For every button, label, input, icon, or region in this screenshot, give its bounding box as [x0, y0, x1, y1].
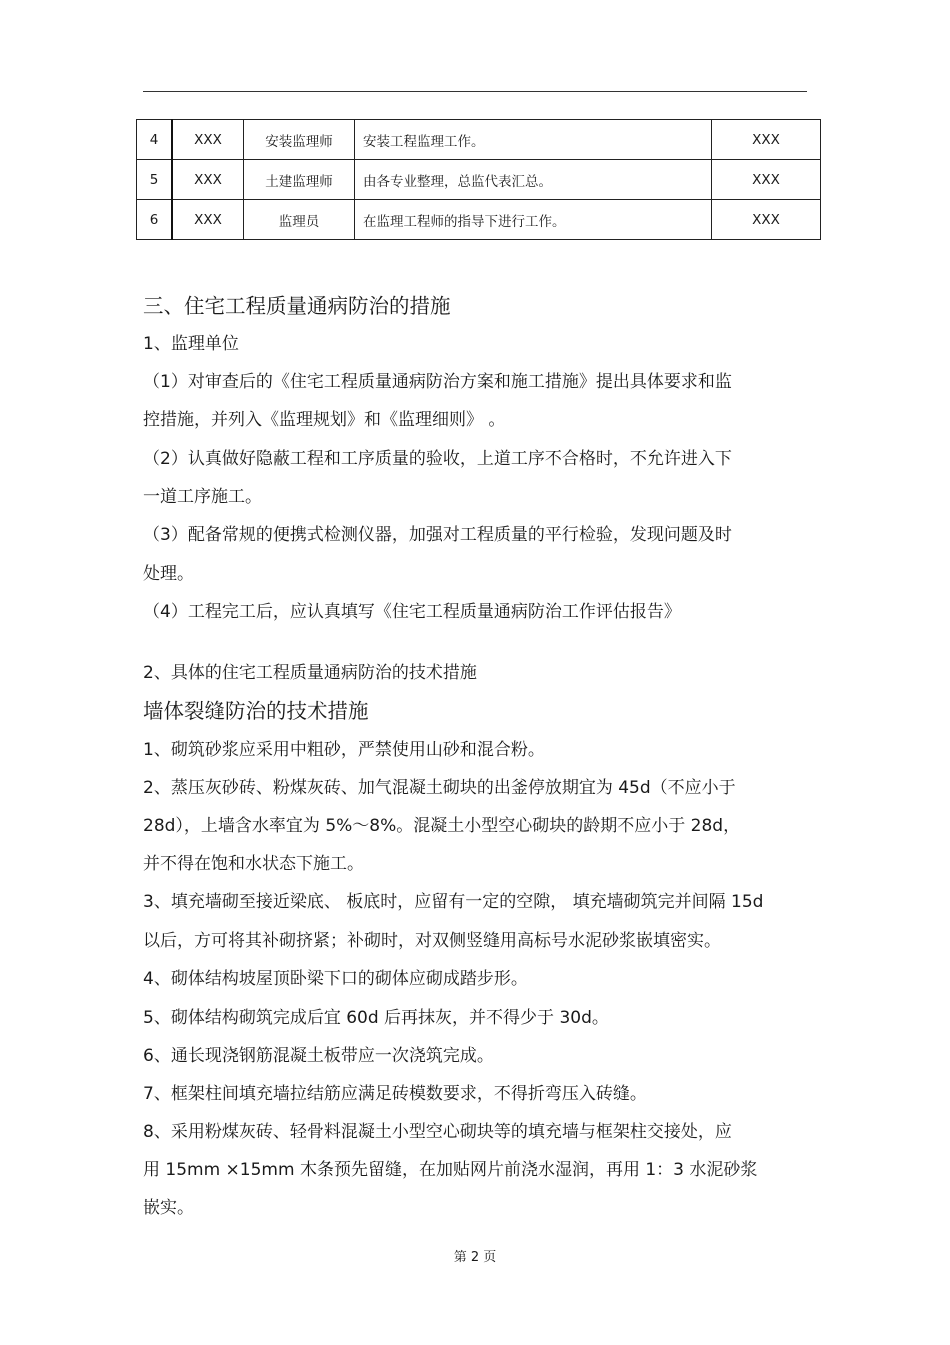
paragraph-line: 4、砌体结构坡屋顶卧梁下口的砌体应砌成踏步形。: [143, 969, 528, 989]
header-rule: [143, 91, 807, 92]
table-row: [137, 160, 821, 200]
paragraph-line: （4）工程完工后，应认真填写《住宅工程质量通病防治工作评估报告》: [143, 602, 681, 622]
paragraph-line: 3、填充墙砌至接近梁底、 板底时，应留有一定的空隙， 填充墙砌筑完并间隔 15d: [143, 892, 764, 912]
paragraph-line: 5、砌体结构砌筑完成后宜 60d 后再抹灰，并不得少于 30d。: [143, 1008, 609, 1028]
subsection-title: 1、监理单位: [143, 334, 239, 354]
paragraph-line: 6、通长现浇钢筋混凝土板带应一次浇筑完成。: [143, 1046, 494, 1066]
table-row: [137, 200, 821, 240]
cell-name: XXX: [172, 200, 244, 240]
paragraph-line: 28d），上墙含水率宜为 5%～8%。混凝土小型空心砌块的龄期不应小于 28d，: [143, 816, 741, 836]
paragraph-line: 并不得在饱和水状态下施工。: [143, 854, 364, 874]
cell-sign: XXX: [712, 120, 821, 160]
cell-name: XXX: [172, 120, 244, 160]
cell-sign: XXX: [712, 160, 821, 200]
subsection-title: 2、具体的住宅工程质量通病防治的技术措施: [143, 663, 477, 683]
cell-duty: 在监理工程师的指导下进行工作。: [355, 200, 712, 240]
cell-no: 5: [137, 160, 173, 200]
paragraph-line: 处理。: [143, 564, 194, 584]
staff-table: [136, 119, 821, 240]
paragraph-line: 2、蒸压灰砂砖、粉煤灰砖、加气混凝土砌块的出釜停放期宜为 45d（不应小于: [143, 778, 736, 798]
paragraph-line: 控措施，并列入《监理规划》和《监理细则》 。: [143, 410, 506, 430]
paragraph-line: 嵌实。: [143, 1198, 194, 1218]
cell-name: XXX: [172, 160, 244, 200]
paragraph-line: 8、采用粉煤灰砖、轻骨料混凝土小型空心砌块等的填充墙与框架柱交接处，应: [143, 1122, 732, 1142]
table-row: [137, 120, 821, 160]
cell-role: 土建监理师: [244, 160, 355, 200]
cell-role: 监理员: [244, 200, 355, 240]
paragraph-line: 以后，方可将其补砌挤紧；补砌时，对双侧竖缝用高标号水泥砂浆嵌填密实。: [143, 931, 721, 951]
page-number: 第 2 页: [453, 1250, 497, 1265]
section-title: 三、住宅工程质量通病防治的措施: [143, 294, 451, 318]
cell-sign: XXX: [712, 200, 821, 240]
cell-duty: 由各专业整理，总监代表汇总。: [355, 160, 712, 200]
paragraph-line: （3）配备常规的便携式检测仪器，加强对工程质量的平行检验，发现问题及时: [143, 525, 732, 545]
cell-no: 6: [137, 200, 173, 240]
cell-duty: 安装工程监理工作。: [355, 120, 712, 160]
paragraph-line: 一道工序施工。: [143, 487, 262, 507]
wall-section-title: 墙体裂缝防治的技术措施: [143, 699, 369, 723]
paragraph-line: 1、砌筑砂浆应采用中粗砂，严禁使用山砂和混合粉。: [143, 740, 545, 760]
paragraph-line: 用 15mm ×15mm 木条预先留缝，在加贴网片前浇水湿润，再用 1：3 水泥砂浆: [143, 1160, 758, 1180]
cell-role: 安装监理师: [244, 120, 355, 160]
paragraph-line: 7、框架柱间填充墙拉结筋应满足砖模数要求，不得折弯压入砖缝。: [143, 1084, 647, 1104]
paragraph-line: （1）对审查后的《住宅工程质量通病防治方案和施工措施》提出具体要求和监: [143, 372, 732, 392]
paragraph-line: （2）认真做好隐蔽工程和工序质量的验收，上道工序不合格时，不允许进入下: [143, 449, 732, 469]
cell-no: 4: [137, 120, 173, 160]
